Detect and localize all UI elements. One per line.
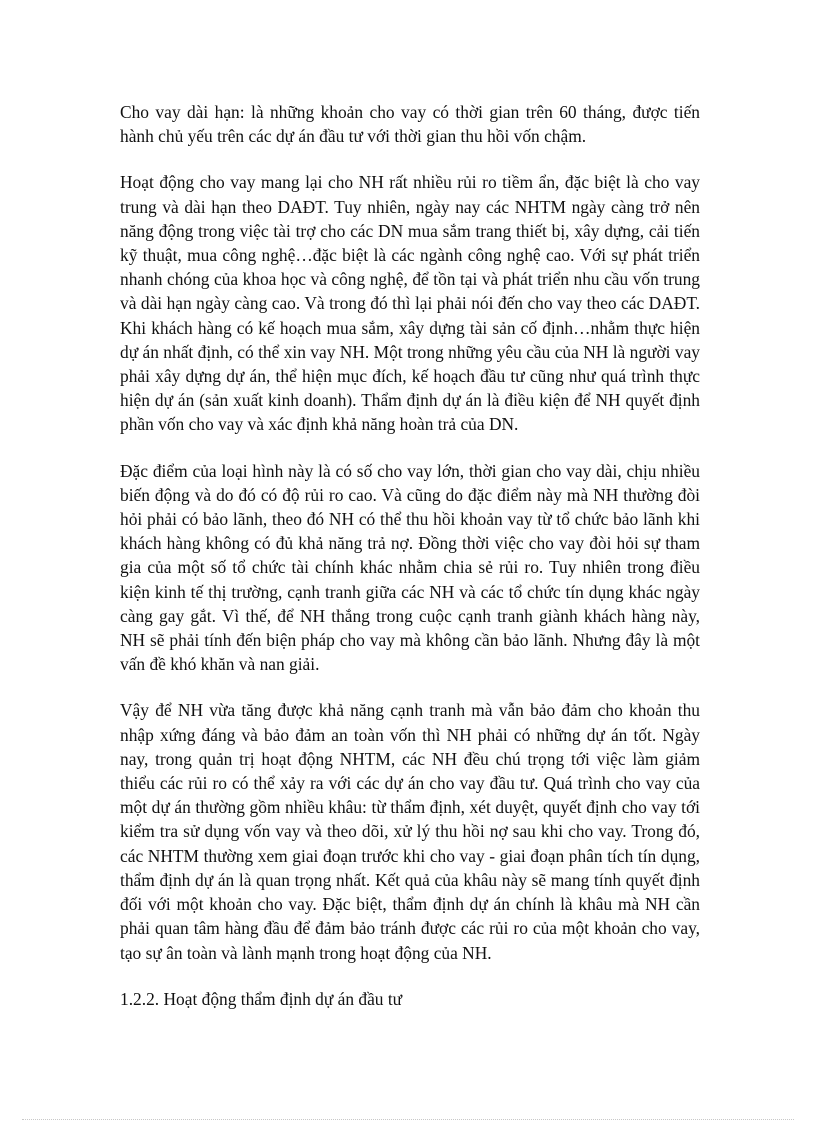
document-body <box>120 100 700 1033</box>
paragraph-characteristics: Đặc điểm của loại hình này là có số cho vay lớn, thời gian cho vay dài, chịu nhiều biến động và do đó có độ rủi ro cao. Và cũng do đặc điểm này mà NH thường đòi hỏi phải có bảo lãnh, theo đó NH có thể thu hồi khoản vay từ tổ chức bảo lãnh khi khách hàng không có đủ khả năng trả nợ. Đồng thời việc cho vay đòi hỏi sự tham gia của một số tổ chức tài chính khác nhằm chia sẻ rủi ro. Tuy nhiên trong điều kiện kinh tế thị trường, cạnh tranh giữa các NH và các tổ chức tín dụng khác ngày càng gay gắt. Vì thế, để NH thắng trong cuộc cạnh tranh giành khách hàng này, NH sẽ phải tính đến biện pháp cho vay mà không cần bảo lãnh. Nhưng đây là một vấn đề khó khăn và nan giải. <box>120 460 700 675</box>
paragraph-appraisal-importance: Vậy để NH vừa tăng được khả năng cạnh tranh mà vẫn bảo đảm cho khoản thu nhập xứng đáng và bảo đảm an toàn vốn thì NH phải có những dự án tốt. Ngày nay, trong quản trị hoạt động NHTM, các NH đều chú trọng tới việc làm giảm thiểu các rủi ro có thể xảy ra với các dự án cho vay đầu tư. Quá trình cho vay của một dự án thường gồm nhiều khâu: từ thẩm định, xét duyệt, quyết định cho vay tới kiểm tra sử dụng vốn vay và theo dõi, xử lý thu hồi nợ sau khi cho vay. Trong đó, các NHTM thường xem giai đoạn trước khi cho vay - giai đoạn phân tích tín dụng, thẩm định dự án là quan trọng nhất. Kết quả của khâu này sẽ mang tính quyết định đối với một khoản cho vay. Đặc biệt, thẩm định dự án chính là khâu mà NH cần phải quan tâm hàng đầu để đảm bảo tránh được các rủi ro của một khoản cho vay, tạo sự ân toàn và lành mạnh trong hoạt động của NH. <box>120 700 700 963</box>
section-heading: 1.2.2. Hoạt động thẩm định dự án đầu tư <box>120 988 403 1009</box>
page-bottom-divider <box>22 1119 794 1120</box>
paragraph-lending-risk: Hoạt động cho vay mang lại cho NH rất nhiều rủi ro tiềm ẩn, đặc biệt là cho vay trung và dài hạn theo DAĐT. Tuy nhiên, ngày nay các NHTM ngày càng trở nên năng động trong việc tài trợ cho các DN mua sắm trang thiết bị, xây dựng, cải tiến kỹ thuật, mua công nghệ…đặc biệt là các ngành công nghệ cao. Với sự phát triển nhanh chóng của khoa học và công nghệ, để tồn tại và phát triển nhu cầu vốn trung và dài hạn ngày càng cao. Và trong đó thì lại phải nói đến cho vay theo các DAĐT. Khi khách hàng có kế hoạch mua sắm, xây dựng tài sản cố định…nhằm thực hiện dự án nhất định, có thể xin vay NH. Một trong những yêu cầu của NH là người vay phải xây dựng dự án, thể hiện mục đích, kế hoạch đầu tư cũng như quá trình thực hiện dự án (sản xuất kinh doanh). Thẩm định dự án là điều kiện để NH quyết định phần vốn cho vay và xác định khả năng hoàn trả của DN. <box>120 172 700 435</box>
paragraph-long-term-loans: Cho vay dài hạn: là những khoản cho vay có thời gian trên 60 tháng, được tiến hành chủ yếu trên các dự án đầu tư với thời gian thu hồi vốn chậm. <box>120 102 700 147</box>
